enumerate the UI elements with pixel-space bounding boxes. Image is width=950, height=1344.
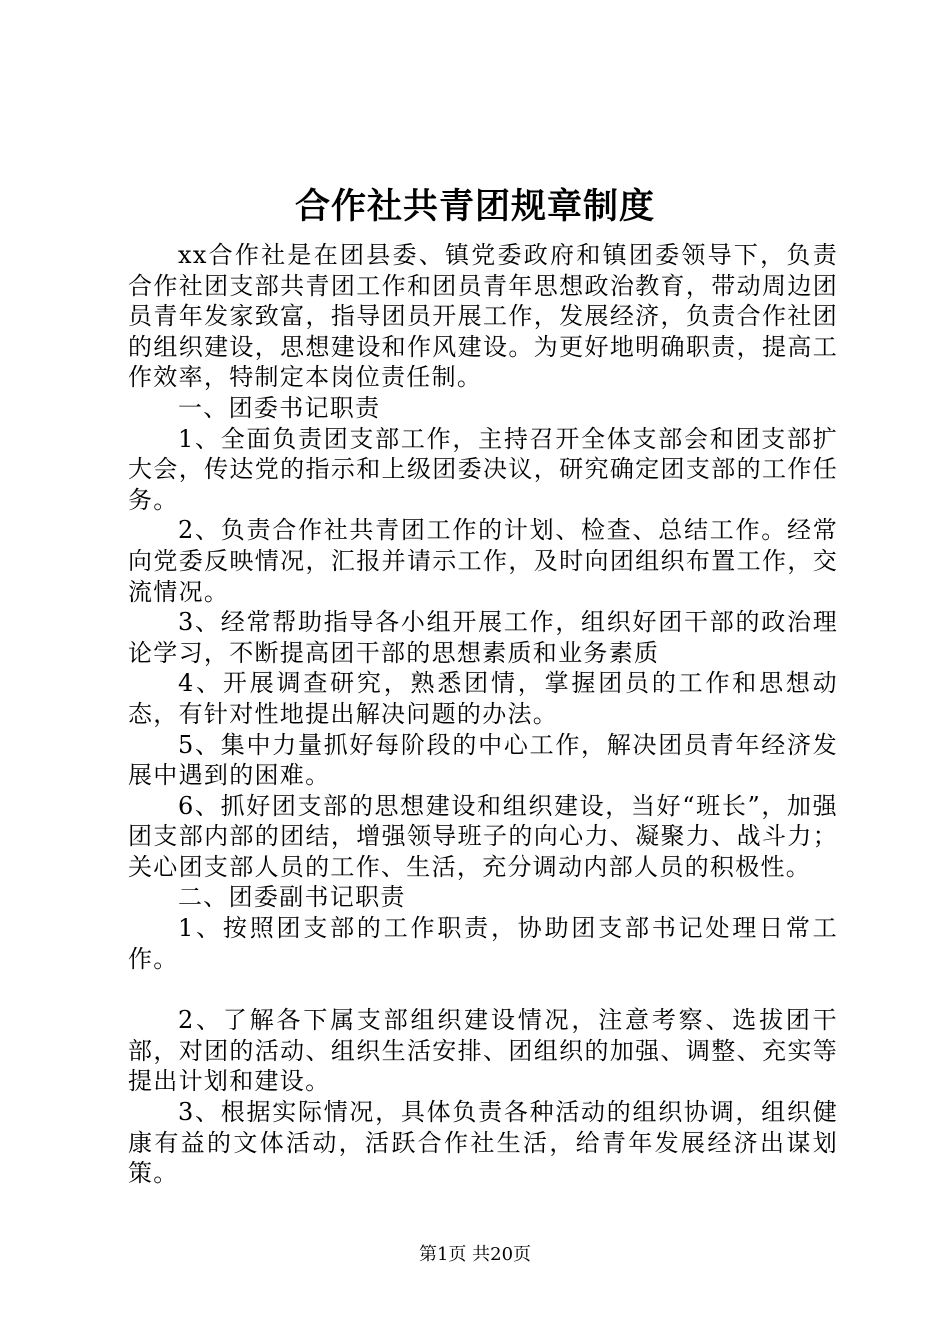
deputy-duty-3: 3、根据实际情况，具体负责各种活动的组织协调，组织健康有益的文体活动，活跃合作社生活，给青年发展经济出谋划策。 [128,1098,838,1188]
deputy-duty-2: 2、了解各下属支部组织建设情况，注意考察、选拔团干部，对团的活动、组织生活安排、团组织的加强、调整、充实等提出计划和建设。 [128,1006,838,1096]
secretary-duty-2: 2、负责合作社共青团工作的计划、检查、总结工作。经常向党委反映情况，汇报并请示工作，及时向团组织布置工作，交流情况。 [128,516,838,606]
secretary-duty-3: 3、经常帮助指导各小组开展工作，组织好团干部的政治理论学习，不断提高团干部的思想素质和业务素质 [128,608,838,667]
page-footer: 第1页 共20页 [418,1244,532,1265]
secretary-duty-5: 5、集中力量抓好每阶段的中心工作，解决团员青年经济发展中遇到的困难。 [128,730,838,790]
section-heading-secretary: 一、团委书记职责 [178,393,381,422]
document-body [128,240,838,1189]
secretary-duty-6: 6、抓好团支部的思想建设和组织建设，当好“班长”，加强团支部内部的团结，增强领导班子的向心力、凝聚力、战斗力；关心团支部人员的工作、生活，充分调动内部人员的积极性。 [128,791,838,881]
document-title: 合作社共青团规章制度 [294,186,655,227]
secretary-duty-4: 4、开展调查研究，熟悉团情，掌握团员的工作和思想动态，有针对性地提出解决问题的办法。 [128,669,838,728]
deputy-duty-1: 1、按照团支部的工作职责，协助团支部书记处理日常工作。 [128,914,838,973]
secretary-duty-1: 1、全面负责团支部工作，主持召开全体支部会和团支部扩大会，传达党的指示和上级团委决议，研究确定团支部的工作任务。 [128,424,838,514]
intro-paragraph: xx合作社是在团县委、镇党委政府和镇团委领导下，负责合作社团支部共青团工作和团员青年思想政治教育，带动周边团员青年发家致富，指导团员开展工作，发展经济，负责合作社团的组织建设，思想建设和作风建设。为更好地明确职责，提高工作效率，特制定本岗位责任制。 [128,241,838,392]
section-heading-deputy: 二、团委副书记职责 [178,883,406,912]
